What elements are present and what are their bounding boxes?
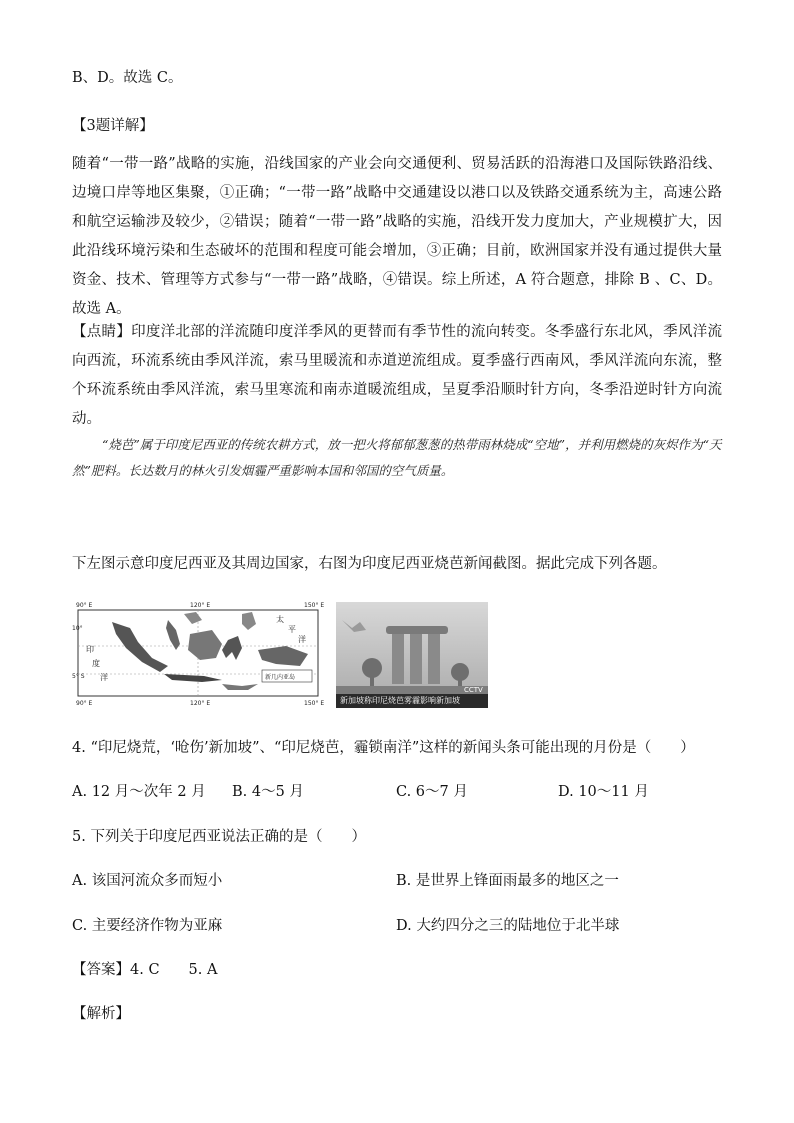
hazy-skyline-image [336,602,488,708]
label-yang: 洋 [298,635,306,644]
material-quote: “烧芭”属于印度尼西亚的传统农耕方式，放一把火将郁郁葱葱的热带雨林烧成“空地”，并利用燃烧的灰烬作为“天然”肥料。长达数月的林火引发烟霾严重影响本国和邻国的空气质量。 [72,437,722,478]
news-screenshot-figure [336,602,488,708]
q4-option-d[interactable]: D. 10～11 月 [558,784,649,800]
q4-option-a[interactable]: A. 12 月～次年 2 月 [72,784,206,800]
tv-logo: CCTV [464,686,483,694]
label-ping: 平 [288,625,296,634]
legend-label: 新几内亚岛 [265,674,296,681]
label-du: 度 [92,659,100,668]
label-ocean: 洋 [100,673,108,682]
q3-explanation-paragraph: 随着“一带一路”战略的实施，沿线国家的产业会向交通便利、贸易活跃的沿海港口及国际铁路沿线、边境口岸等地区集聚，①正确；“一带一路”战略中交通建设以港口以及铁路交通系统为主，高速公路和航空运输涉及较少，②错误；随着“一带一路”战略的实施，沿线开发力度加大，产业规模扩大，因此沿线环境污染和生态破坏的范围和程度可能会增加，③正确；目前，欧洲国家并没有通过提供大量资金、技术、管理等方式参与“一带一路”战略，④错误。综上所述，A 符合题意，排除 B 、C、D。故选 A。 [72,156,722,317]
answer-line: 【答案】4. C 5. A [72,962,218,978]
lat-10-label: 10° [72,625,83,632]
news-caption: 新加坡称印尼烧芭雾霾影响新加坡 [336,694,488,708]
lon-150-bottom-label: 150° E [304,700,325,707]
question-5: 5. 下列关于印度尼西亚说法正确的是（ ） [72,829,366,845]
q4-option-b[interactable]: B. 4～5 月 [232,784,304,800]
lat-5s-label: 5° S [72,673,85,680]
lon-90-label: 90° E [76,602,93,609]
indonesia-map [72,600,330,708]
label-yin: 印 [86,645,94,654]
indonesia-map-figure [72,600,330,708]
lon-120-bottom-label: 120° E [190,700,211,707]
question-4: 4. “印尼烧荒，‘呛伤’新加坡”、“印尼烧芭，霾锁南洋”这样的新闻头条可能出现的月份是（ ） [72,740,695,756]
question-intro: 下左图示意印度尼西亚及其周边国家，右图为印度尼西亚烧芭新闻截图。据此完成下列各题。 [72,556,667,572]
lon-150-label: 150° E [304,602,325,609]
lon-90-bottom-label: 90° E [76,700,93,707]
text-line-continuation: B、D。故选 C。 [72,70,183,86]
q5-option-a[interactable]: A. 该国河流众多而短小 [72,873,223,889]
tip-paragraph: 【点睛】印度洋北部的洋流随印度洋季风的更替而有季节性的流向转变。冬季盛行东北风，季风洋流向西流，环流系统由季风洋流，索马里暖流和赤道逆流组成。夏季盛行西南风，季风洋流向东流，整个环流系统由季风洋流，索马里寒流和南赤道暖流组成，呈夏季沿顺时针方向，冬季沿逆时针方向流动。 [72,324,722,427]
q5-option-d[interactable]: D. 大约四分之三的陆地位于北半球 [396,918,620,934]
section-heading-q3: 【3题详解】 [72,118,154,134]
q5-option-c[interactable]: C. 主要经济作物为亚麻 [72,918,223,934]
lon-120-label: 120° E [190,602,211,609]
analysis-heading: 【解析】 [72,1006,130,1022]
q5-option-b[interactable]: B. 是世界上锋面雨最多的地区之一 [396,873,619,889]
label-tai: 太 [276,615,284,624]
q4-option-c[interactable]: C. 6～7 月 [396,784,468,800]
